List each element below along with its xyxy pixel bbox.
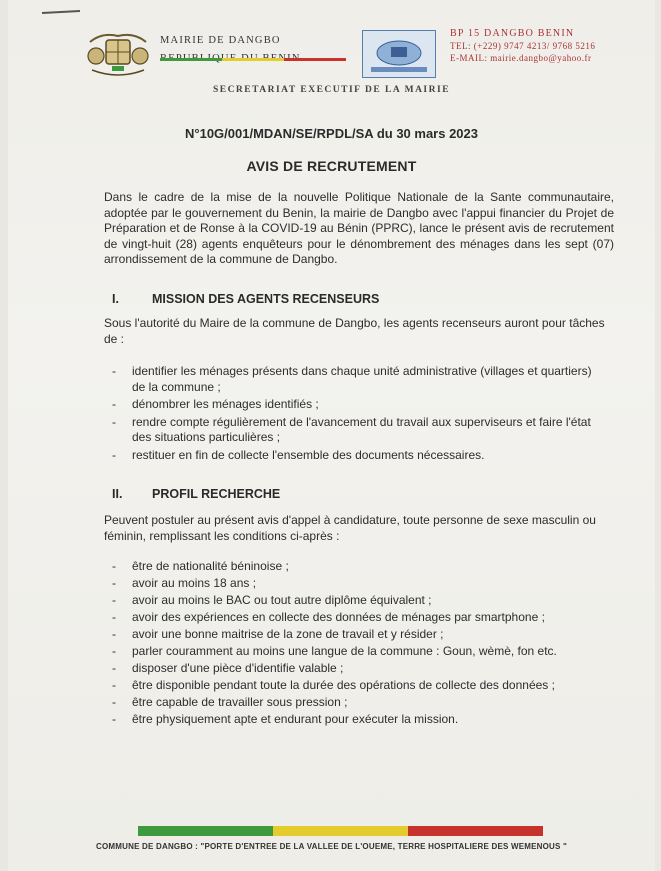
flag-stripe [160, 48, 346, 51]
reference-number: N°10G/001/MDAN/SE/RPDL/SA du 30 mars 2023 [185, 126, 478, 141]
email: E-MAIL: mairie.dangbo@yahoo.fr [450, 53, 592, 63]
telephone: TEL: (+229) 9747 4213/ 9768 5216 [450, 41, 596, 51]
intro-paragraph: Dans le cadre de la mise de la nouvelle Politique Nationale de la Sante communautaire, adoptée par le gouvernement du Benin, la mairie de Dangbo avec l'appui financier du Projet de Préparation et de Ronse à la COVID-19 au Bénin (PPRC), lance le présent avis de recrutement de vingt-huit (28) agents enquêteurs pour le dénombrement des ménages dans les sept (07) arrondissement de la commune de Dangbo. [104, 190, 614, 266]
list-item: - identifier les ménages présents dans chaque unité administrative (villages et quartiers) de la commune ; [108, 364, 608, 395]
letterhead [82, 28, 622, 86]
section-2-lead: Peuvent postuler au présent avis d'appel à candidature, toute personne de sexe masculin ou féminin, remplissant les conditions ci-après : [104, 513, 596, 543]
list-item: - être physiquement apte et endurant pour exécuter la mission. [108, 712, 608, 728]
scan-mark [42, 10, 80, 14]
footer-motto: COMMUNE DE DANGBO : "PORTE D'ENTREE DE LA VALLEE DE L'OUEME, TERRE HOSPITALIERE DES WEMENOUS " [96, 842, 567, 851]
list-item: - parler couramment au moins une langue de la commune : Goun, wèmè, fon etc. [108, 644, 608, 660]
list-item: - rendre compte régulièrement de l'avancement du travail aux superviseurs et faire l'état des situations particulières ; [108, 415, 608, 446]
list-item: - être de nationalité béninoise ; [108, 559, 608, 575]
contact-block [450, 28, 595, 64]
secretariat-heading: SECRETARIAT EXECUTIF DE LA MAIRIE [212, 85, 451, 95]
profile-list [108, 559, 608, 729]
list-item: - être capable de travailler sous pression ; [108, 695, 608, 711]
section-1-heading [112, 292, 379, 306]
list-item: - avoir au moins 18 ans ; [108, 576, 608, 592]
list-item: - être disponible pendant toute la durée des opérations de collecte des données ; [108, 678, 608, 694]
list-item: - avoir une bonne maitrise de la zone de travail et y résider ; [108, 627, 608, 643]
section-1-number: I. [112, 292, 119, 306]
list-item: - dénombrer les ménages identifiés ; [108, 397, 608, 413]
section-1-lead: Sous l'autorité du Maire de la commune de Dangbo, les agents recenseurs auront pour tâches de : [104, 316, 605, 346]
coat-of-arms-icon [82, 30, 154, 80]
section-2-title: PROFIL RECHERCHE [152, 487, 281, 501]
list-item: - avoir au moins le BAC ou tout autre diplôme équivalent ; [108, 593, 608, 609]
mission-list [108, 364, 608, 465]
section-2-heading [112, 487, 280, 501]
footer-flag-bar [138, 826, 543, 836]
mairie-name: MAIRIE DE DANGBO [160, 35, 281, 46]
list-item: - avoir des expériences en collecte des données de ménages par smartphone ; [108, 610, 608, 626]
list-item: - disposer d'une pièce d'identifie valable ; [108, 661, 608, 677]
section-2-number: II. [112, 487, 123, 501]
document-page [8, 0, 655, 871]
postal-box: BP 15 DANGBO BENIN [450, 28, 575, 39]
section-1-title: MISSION DES AGENTS RECENSEURS [152, 292, 380, 306]
document-title: AVIS DE RECRUTEMENT [246, 158, 417, 174]
commune-logo-icon [362, 30, 436, 78]
list-item: - restituer en fin de collecte l'ensemble des documents nécessaires. [108, 448, 608, 464]
